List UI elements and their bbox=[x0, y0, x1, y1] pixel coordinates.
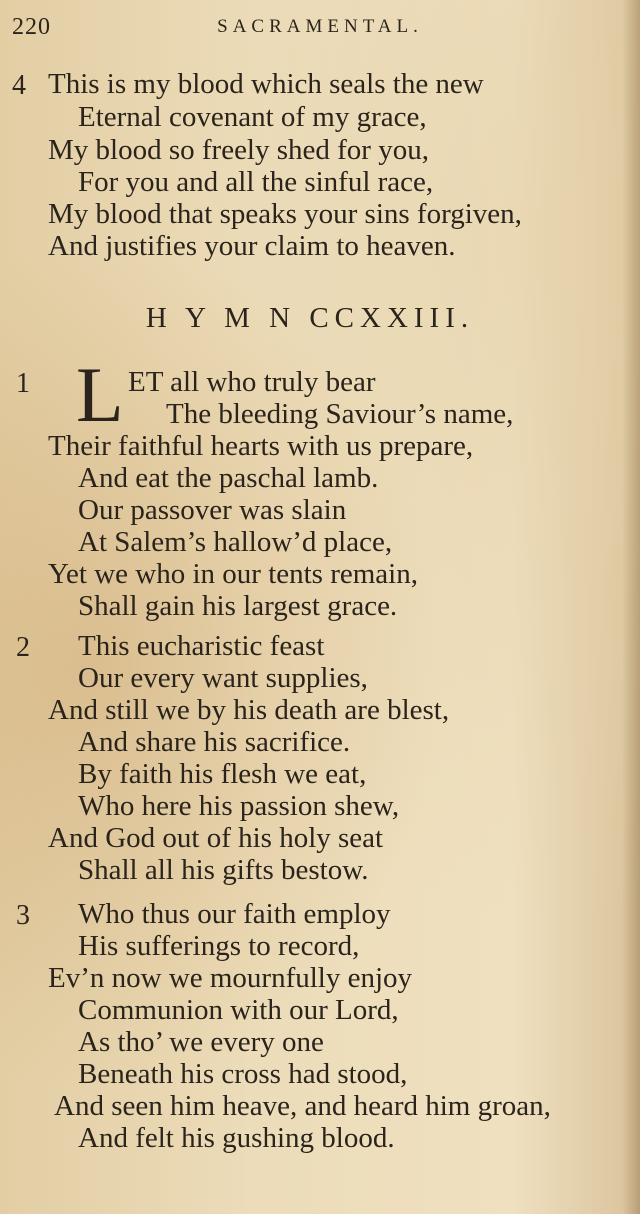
verse-line: This is my blood which seals the new bbox=[48, 68, 484, 100]
verse-line: And eat the paschal lamb. bbox=[78, 462, 379, 494]
verse-line: And felt his gushing blood. bbox=[78, 1122, 395, 1154]
verse-number-3: 3 bbox=[16, 900, 30, 931]
verse-line: ET all who truly bear bbox=[128, 366, 376, 398]
verse-line: Beneath his cross had stood, bbox=[78, 1058, 408, 1090]
verse-line: Who here his passion shew, bbox=[78, 790, 400, 822]
drop-cap: L bbox=[76, 351, 124, 438]
verse-line: This eucharistic feast bbox=[78, 630, 325, 662]
verse-line: And God out of his holy seat bbox=[48, 822, 384, 854]
hymn-title: H Y M N CCXXIII. bbox=[145, 302, 475, 334]
verse-number-4: 4 bbox=[12, 70, 26, 101]
verse-line: By faith his flesh we eat, bbox=[78, 758, 367, 790]
verse-line: And share his sacrifice. bbox=[78, 726, 351, 758]
verse-line: My blood so freely shed for you, bbox=[48, 134, 429, 166]
verse-number-1: 1 bbox=[16, 368, 30, 399]
verse-line: Our every want supplies, bbox=[78, 662, 368, 694]
verse-line: Ev’n now we mournfully enjoy bbox=[48, 962, 413, 994]
verse-line: Who thus our faith employ bbox=[78, 898, 391, 930]
verse-line: His sufferings to record, bbox=[78, 930, 360, 962]
verse-line: For you and all the sinful race, bbox=[78, 166, 434, 198]
verse-line: Our passover was slain bbox=[78, 494, 347, 526]
verse-line: Shall all his gifts bestow. bbox=[78, 854, 369, 886]
page-number: 220 bbox=[12, 14, 51, 40]
verse-line: And seen him heave, and heard him groan, bbox=[54, 1090, 551, 1122]
verse-line: Eternal covenant of my grace, bbox=[78, 101, 427, 133]
verse-line: As tho’ we every one bbox=[78, 1026, 324, 1058]
running-head: SACRAMENTAL. bbox=[217, 16, 423, 37]
verse-line: My blood that speaks your sins forgiven, bbox=[48, 198, 522, 230]
verse-line: And still we by his death are blest, bbox=[48, 694, 450, 726]
verse-line: Their faithful hearts with us prepare, bbox=[48, 430, 474, 462]
page-gutter-shadow bbox=[622, 0, 640, 1214]
verse-line: Communion with our Lord, bbox=[78, 994, 399, 1026]
verse-line: And justifies your claim to heaven. bbox=[48, 230, 456, 262]
verse-line: Yet we who in our tents remain, bbox=[48, 558, 418, 590]
verse-line: Shall gain his largest grace. bbox=[78, 590, 398, 622]
verse-line: At Salem’s hallow’d place, bbox=[78, 526, 393, 558]
verse-line: The bleeding Saviour’s name, bbox=[166, 398, 514, 430]
verse-number-2: 2 bbox=[16, 632, 30, 663]
